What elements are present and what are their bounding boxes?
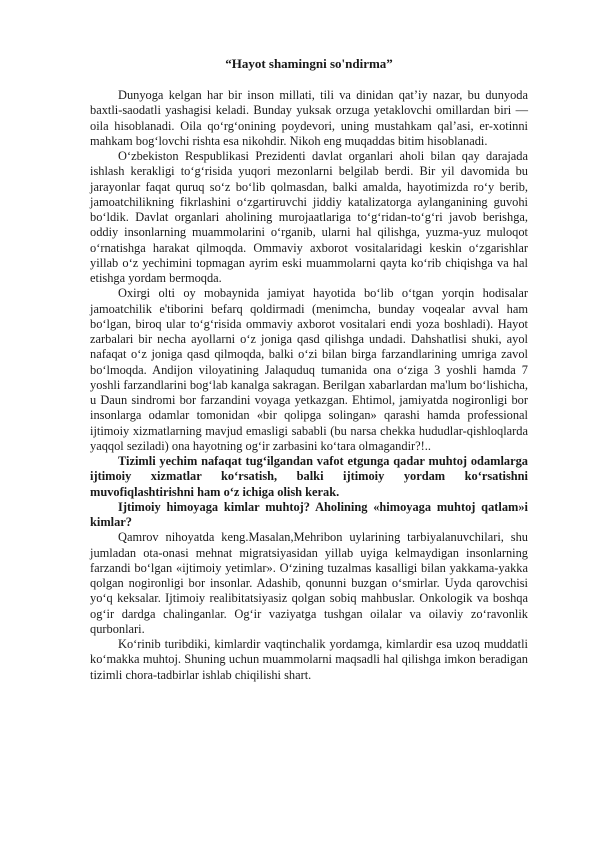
paragraph-intro: Dunyoga kelgan har bir inson millati, tili va dinidan qat’iy nazar, bu dunyoda baxtli-saodatli yashagisi keladi. Bunday yuksak orzuga yetaklovchi omillardan biri — oila hisoblanadi. Oila qo‘rg‘onining poydevori, uning mustahkam qal’asi, er-xotinni mahkam bog‘lovchi rishta esa nikohdir. Nikoh eng muqaddas bitim hisoblanadi. (90, 88, 528, 148)
paragraph-coverage: Qamrov nihoyatda keng.Masalan,Mehribon uylarining tarbiyalanuvchilari, shu jumladan ota-onasi mehnat migratsiyasidan yillab uyiga kelmaydigan insonlarning farzandi bo‘lgan «ijtimoiy yetimlar». O‘zining tuzalmas kasalligi bilan yakkama-yakka qolgan nogironligi bor insonlar. Adashib, qonunni buzgan o‘smirlar. Uyda qarovchisi yo‘q keksalar. Ijtimoiy realibitatsiyasiz qolgan sobiq mahbuslar. Onkologik va boshqa og‘ir dardga chalinganlar. Og‘ir vaziyatga tushgan oilalar va oilaviy zo‘ravonlik qurbonlari. (90, 530, 528, 636)
document-page (90, 0, 528, 683)
document-body (90, 88, 528, 683)
document-title: “Hayot shamingni so'ndirma” (225, 56, 393, 71)
paragraph-president: O‘zbekiston Respublikasi Prezidenti davlat organlari aholi bilan qay darajada ishlash kerakligi to‘g‘risida yuqori mezonlarni belgilab berdi. Bir yil davomida bu jarayonlar faqat quruq so‘z bo‘lib qolmasdan, balki amalda, hayotimizda ro‘y berib, jamoatchilikning fikrlashini o‘zgartiruvchi jiddiy katalizatorga aylanganining guvohi bo‘ldik. Davlat organlari aholining murojaatlariga to‘g‘ridan-to‘g‘ri javob berishga, oddiy insonlarning muammolarini o‘rganib, ularni hal qilishga, yuzma-yuz muloqot o‘rnatishga harakat qilmoqda. Ommaviy axborot vositalaridagi keskin o‘zgarishlar yillab o‘z yechimini topmagan ayrim eski muammolarni qayta ko‘rib chiqishga va hal etishga yordam bermoqda. (90, 149, 528, 285)
paragraph-conclusion: Ko‘rinib turibdiki, kimlardir vaqtinchalik yordamga, kimlardir esa uzoq muddatli ko‘makka muhtoj. Shuning uchun muammolarni maqsadli hal qilishga imkon beradigan tizimli chora-tadbirlar ishlab chiqilishi shart. (90, 637, 528, 682)
paragraph-systemic-solution: Tizimli yechim nafaqat tug‘ilgandan vafot etgunga qadar muhtoj odamlarga ijtimoiy xizmatlar ko‘rsatish, balki ijtimoiy yordam ko‘rsatishni muvofiqlashtirishni ham o‘z ichiga olish kerak. (90, 454, 528, 499)
paragraph-recent-events: Oxirgi olti oy mobaynida jamiyat hayotida bo‘lib o‘tgan yorqin hodisalar jamoatchilik e'tiborini befarq qoldirmadi (menimcha, bunday voqealar avval ham bo‘lgan, biroq ular to‘g‘risida ommaviy axborot vositalari endi yoza boshladi). Hayot zarbalari bir necha ayollarni o‘z joniga qasd qilishga undadi. Dahshatlisi shuki, ayol nafaqat o‘z joniga qasd qilmoqda, balki o‘zi bilan birga farzandlarining umriga zavol bo‘lmoqda. Andijon viloyatining Jalaquduq tumanida ona o‘ziga 3 yoshli hamda 7 yoshli farzandlarini bog‘lab kanalga sakragan. Berilgan xabarlardan ma'lum bo‘lishicha, u Daun sindromi bor farzandini voyaga yetkazgan. Ehtimol, jamiyatda nogironligi bor insonlarga odamlar tomonidan «bir qolipga solingan» qarashi hamda professional ijtimoiy xizmatlarning mavjud emasligi sababli (bu narsa chekka hududlar-qishloqlarda yaqqol seziladi) ona hayotning og‘ir zarbasini ko‘tara olmagandir?!.. (90, 286, 528, 453)
paragraph-question: Ijtimoiy himoyaga kimlar muhtoj? Aholining «himoyaga muhtoj qatlam»i kimlar? (90, 499, 528, 529)
